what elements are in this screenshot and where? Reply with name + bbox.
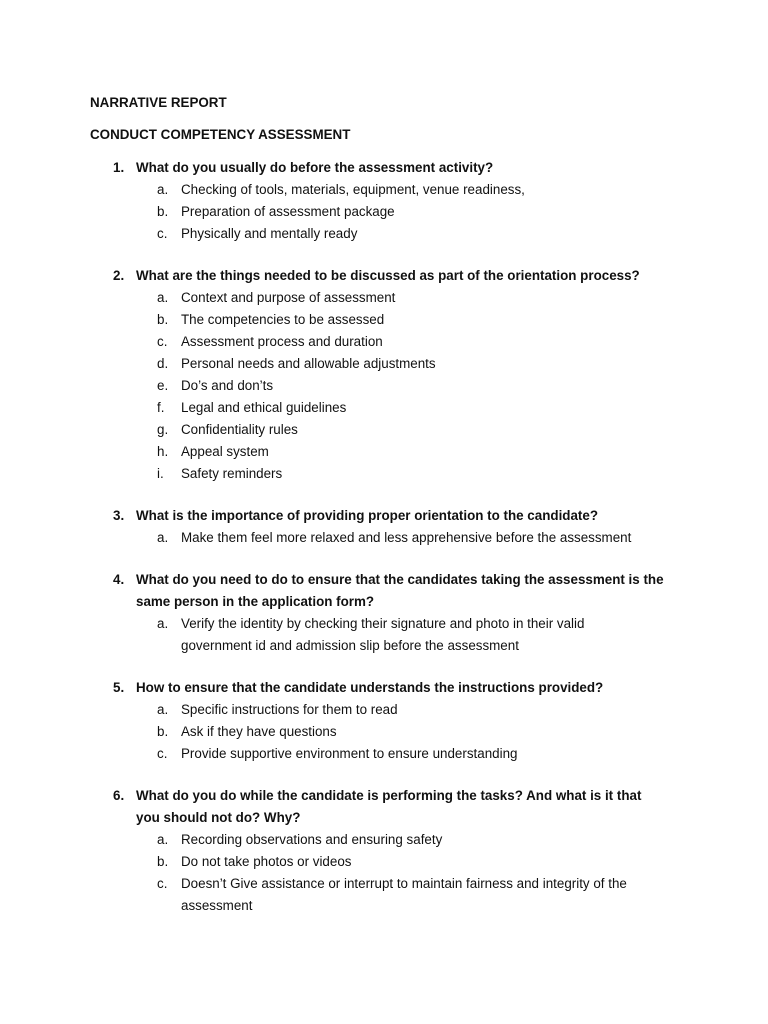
question-text: How to ensure that the candidate understands the instructions provided? xyxy=(136,680,604,695)
answer-letter: h. xyxy=(157,444,169,459)
answer-text: Specific instructions for them to read xyxy=(181,702,398,717)
question-list xyxy=(0,157,768,937)
answer-text: Do’s and don’ts xyxy=(181,378,274,393)
question-number: 2. xyxy=(113,268,125,283)
answer-letter: c. xyxy=(157,334,168,349)
question-item xyxy=(0,505,768,549)
answer-item xyxy=(157,743,656,765)
question-item xyxy=(0,785,768,917)
answer-letter: a. xyxy=(157,182,169,197)
answer-text: Doesn’t Give assistance or interrupt to maintain fairness and integrity of the assessment xyxy=(181,876,627,913)
answer-letter: e. xyxy=(157,378,169,393)
answer-letter: b. xyxy=(157,854,169,869)
answer-letter: b. xyxy=(157,204,169,219)
answer-item xyxy=(157,699,656,721)
answer-text: Physically and mentally ready xyxy=(181,226,358,241)
answer-letter: a. xyxy=(157,530,169,545)
answer-item xyxy=(157,527,656,549)
answer-item xyxy=(157,375,656,397)
answer-item xyxy=(157,441,656,463)
answer-text: Do not take photos or videos xyxy=(181,854,352,869)
answer-item xyxy=(157,309,656,331)
answer-letter: a. xyxy=(157,832,169,847)
answer-item xyxy=(157,179,656,201)
answer-item xyxy=(157,613,656,657)
question-text: What do you usually do before the assessment activity? xyxy=(136,160,494,175)
answer-text: Legal and ethical guidelines xyxy=(181,400,347,415)
answer-item xyxy=(157,397,656,419)
question-number: 3. xyxy=(113,508,125,523)
answer-item xyxy=(157,287,656,309)
question-number: 1. xyxy=(113,160,125,175)
question-text: What do you need to do to ensure that the candidates taking the assessment is the same person in the application form? xyxy=(136,572,664,609)
question-number: 4. xyxy=(113,572,125,587)
question-text: What is the importance of providing proper orientation to the candidate? xyxy=(136,508,598,523)
question-number: 5. xyxy=(113,680,125,695)
answer-letter: a. xyxy=(157,616,169,631)
question-item xyxy=(0,265,768,485)
answer-item xyxy=(157,223,656,245)
answer-item xyxy=(157,419,656,441)
answer-item xyxy=(157,829,656,851)
answer-text: Make them feel more relaxed and less apprehensive before the assessment xyxy=(181,530,632,545)
answer-text: The competencies to be assessed xyxy=(181,312,385,327)
question-number: 6. xyxy=(113,788,125,803)
question-item xyxy=(0,677,768,765)
answer-letter: d. xyxy=(157,356,169,371)
answer-text: Provide supportive environment to ensure understanding xyxy=(181,746,518,761)
question-text: What are the things needed to be discussed as part of the orientation process? xyxy=(136,268,640,283)
answer-text: Recording observations and ensuring safety xyxy=(181,832,443,847)
answer-item xyxy=(157,851,656,873)
answer-item xyxy=(157,331,656,353)
answer-text: Context and purpose of assessment xyxy=(181,290,396,305)
question-item xyxy=(0,157,768,245)
answer-letter: b. xyxy=(157,312,169,327)
answer-item xyxy=(157,463,656,485)
document-title: NARRATIVE REPORT xyxy=(90,95,227,110)
answer-text: Safety reminders xyxy=(181,466,283,481)
answer-text: Personal needs and allowable adjustments xyxy=(181,356,436,371)
answer-text: Preparation of assessment package xyxy=(181,204,395,219)
answer-letter: c. xyxy=(157,226,168,241)
answer-letter: b. xyxy=(157,724,169,739)
answer-text: Verify the identity by checking their signature and photo in their valid government id and admission slip before the assessment xyxy=(181,616,585,653)
answer-item xyxy=(157,721,656,743)
answer-letter: g. xyxy=(157,422,169,437)
answer-item xyxy=(157,353,656,375)
answer-letter: i. xyxy=(157,466,164,481)
answer-letter: c. xyxy=(157,876,168,891)
answer-text: Ask if they have questions xyxy=(181,724,337,739)
document-subtitle: CONDUCT COMPETENCY ASSESSMENT xyxy=(90,127,351,142)
question-item xyxy=(0,569,768,657)
answer-letter: a. xyxy=(157,290,169,305)
answer-text: Assessment process and duration xyxy=(181,334,383,349)
answer-letter: c. xyxy=(157,746,168,761)
question-text: What do you do while the candidate is performing the tasks? And what is it that you should not do? Why? xyxy=(136,788,642,825)
answer-item xyxy=(157,873,656,917)
answer-text: Appeal system xyxy=(181,444,269,459)
answer-item xyxy=(157,201,656,223)
answer-letter: f. xyxy=(157,400,165,415)
answer-letter: a. xyxy=(157,702,169,717)
answer-text: Checking of tools, materials, equipment, venue readiness, xyxy=(181,182,525,197)
answer-text: Confidentiality rules xyxy=(181,422,298,437)
